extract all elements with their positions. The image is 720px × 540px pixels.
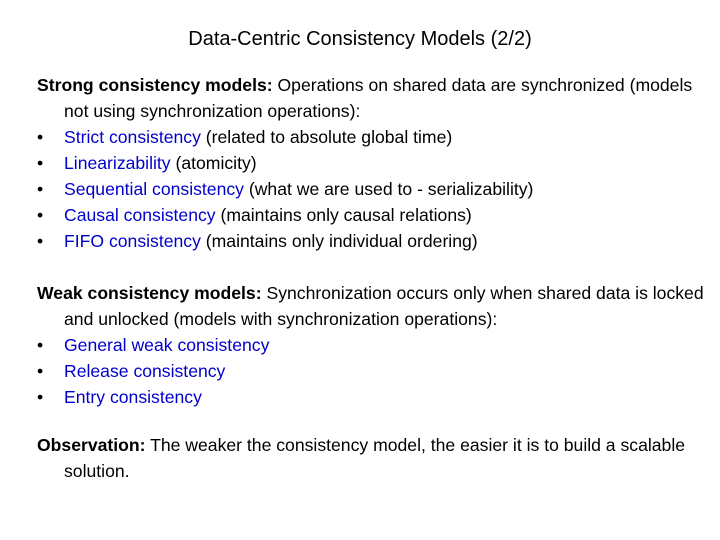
strong-models-intro (37, 72, 717, 124)
list-item (37, 358, 717, 384)
list-item (37, 124, 717, 150)
list-item (37, 150, 717, 176)
weak-models-list (37, 332, 717, 410)
model-note: (related to absolute global time) (200, 127, 453, 147)
list-item (37, 332, 717, 358)
model-note: (what we are used to - serializability) (243, 179, 534, 199)
model-note: (maintains only causal relations) (215, 205, 472, 225)
bullet: • (37, 127, 44, 147)
bullet: • (37, 179, 44, 199)
observation-label: Observation: (37, 435, 146, 455)
list-item (37, 202, 717, 228)
list-item (37, 176, 717, 202)
bullet: • (37, 153, 44, 173)
bullet: • (37, 335, 44, 355)
bullet: • (37, 361, 44, 381)
model-term: FIFO consistency (64, 231, 201, 251)
weak-models-section (37, 280, 717, 410)
slide-title (0, 28, 720, 51)
model-term: Strict consistency (64, 127, 201, 147)
weak-models-intro (37, 280, 717, 332)
model-term: Causal consistency (64, 205, 216, 225)
strong-models-section (37, 72, 717, 254)
strong-models-label: Strong consistency models: (37, 75, 273, 95)
observation-section (37, 432, 717, 484)
model-note: (atomicity) (170, 153, 257, 173)
bullet: • (37, 205, 44, 225)
strong-models-list (37, 124, 717, 254)
weak-models-label: Weak consistency models: (37, 283, 262, 303)
model-term: Linearizability (64, 153, 171, 173)
bullet: • (37, 231, 44, 251)
strong-models-text: Operations on shared data are synchronized (models not using synchronization operations): (64, 75, 693, 121)
model-term: General weak consistency (64, 335, 270, 355)
observation-text: The weaker the consistency model, the easier it is to build a scalable solution. (64, 435, 686, 481)
bullet: • (37, 387, 44, 407)
model-term: Sequential consistency (64, 179, 244, 199)
model-term: Release consistency (64, 361, 226, 381)
weak-models-text: Synchronization occurs only when shared data is locked and unlocked (models with synchronization operations): (64, 283, 704, 329)
list-item (37, 384, 717, 410)
model-term: Entry consistency (64, 387, 202, 407)
slide-title-text: Data-Centric Consistency Models (2/2) (188, 28, 532, 50)
model-note: (maintains only individual ordering) (200, 231, 478, 251)
list-item (37, 228, 717, 254)
observation-text-block (37, 432, 717, 484)
